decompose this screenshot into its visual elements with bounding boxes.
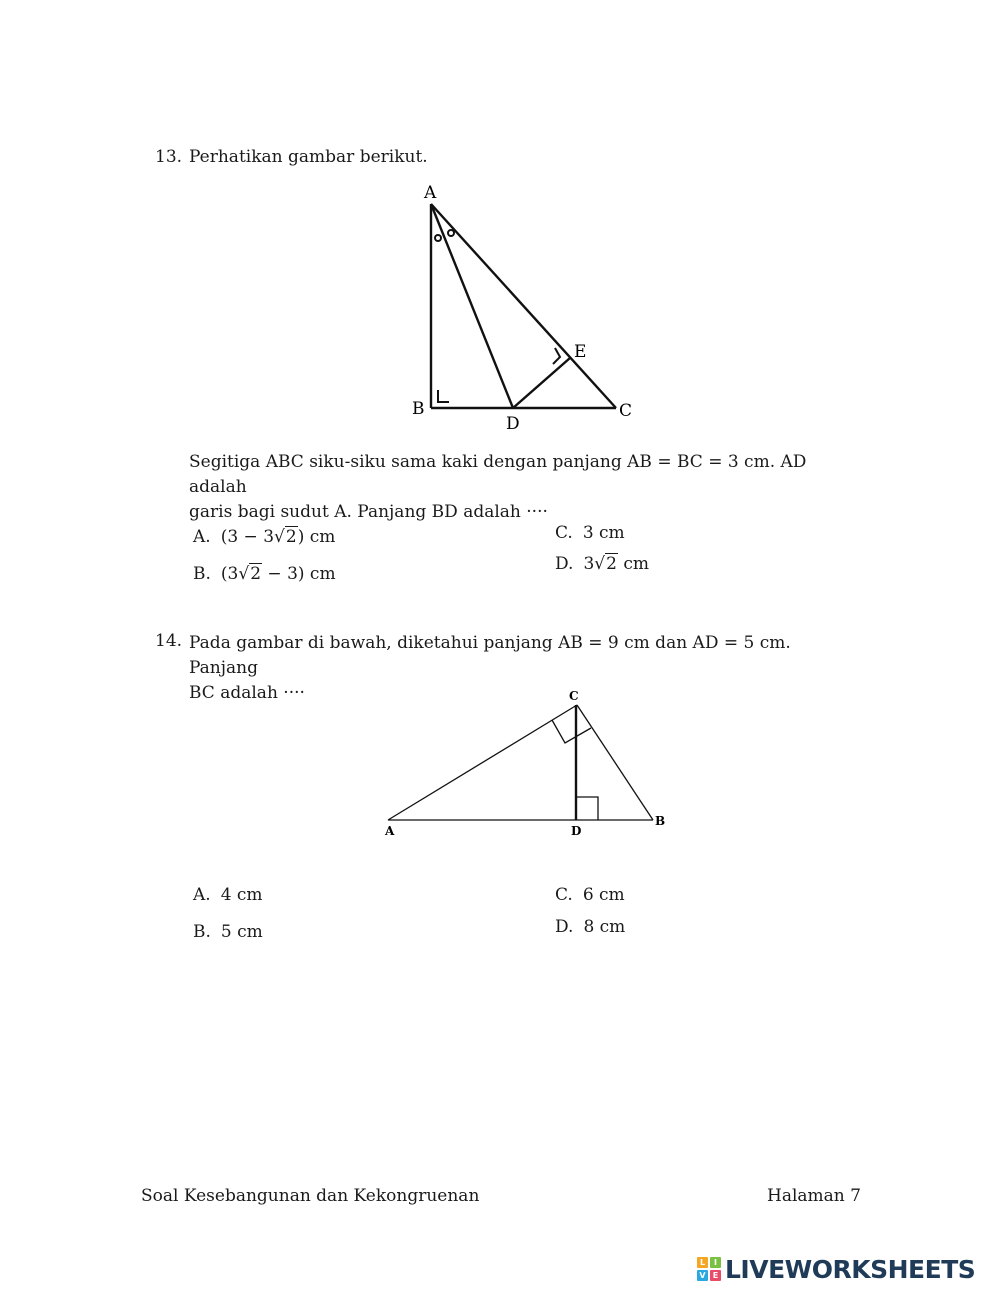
q13-option-a-radicand: 2 [285, 527, 297, 547]
q13-option-d-radicand: 2 [606, 554, 617, 574]
q14-option-b-text: 5 cm [220, 922, 263, 942]
q13-label-d: D [506, 414, 520, 434]
q14-label-b: B [655, 814, 666, 828]
q13-option-d-post: cm [617, 554, 649, 574]
q13-option-b[interactable]: B. (3√2 − 3) cm [193, 564, 336, 584]
logo-block-v: V [697, 1270, 708, 1281]
q14-number: 14. [155, 631, 183, 651]
q14-option-c[interactable] [555, 885, 625, 905]
q14-option-b-label: B. [193, 922, 211, 942]
q13-label-c: C [619, 401, 633, 421]
q13-statement [189, 450, 859, 525]
q14-label-c: C [569, 689, 579, 703]
q13-option-b-post: − 3) cm [262, 564, 336, 584]
q14-right-angle-c [552, 720, 591, 743]
q14-option-a-label: A. [193, 885, 211, 905]
logo-wordmark: LIVEWORKSHEETS [725, 1254, 976, 1284]
q13-label-a: A [424, 183, 437, 203]
q13-option-c[interactable] [555, 523, 625, 543]
footer-page-number: Halaman 7 [767, 1186, 861, 1206]
q13-option-a-pre: (3 − 3 [220, 527, 275, 547]
q14-option-d-label: D. [555, 917, 574, 937]
q13-option-b-radicand: 2 [250, 564, 262, 584]
q13-angle-mark-1 [435, 235, 441, 241]
logo-block-l: L [697, 1257, 708, 1268]
q13-angle-mark-2 [448, 230, 454, 236]
q13-segment-de [513, 358, 570, 408]
q14-label-d: D [571, 824, 582, 838]
q13-option-d[interactable]: D. 3√2 cm [555, 554, 649, 574]
q13-figure [400, 180, 650, 435]
q14-label-a: A [385, 824, 395, 838]
logo-block-i: I [710, 1257, 721, 1268]
q13-option-a[interactable]: A. (3 − 3√2) cm [193, 527, 336, 547]
q13-right-angle-e [553, 348, 560, 364]
logo-mark-icon [697, 1257, 721, 1281]
q13-option-b-pre: (3 [220, 564, 239, 584]
q13-option-a-label: A. [193, 527, 211, 547]
q14-right-angle-d [576, 797, 598, 820]
q13-number: 13. [155, 147, 183, 167]
q13-statement-line2: garis bagi sudut A. Panjang BD adalah ···· [189, 502, 548, 522]
q14-statement-line1: Pada gambar di bawah, diketahui panjang AB = 9 cm dan AD = 5 cm. Panjang [189, 633, 791, 678]
q14-segment-cb [577, 705, 653, 820]
q14-option-a-text: 4 cm [220, 885, 263, 905]
q13-option-d-label: D. [555, 554, 574, 574]
q14-option-c-label: C. [555, 885, 573, 905]
q14-segment-ac [388, 705, 577, 820]
q13-option-c-text: 3 cm [582, 523, 625, 543]
q13-option-d-pre: 3 [583, 554, 595, 574]
q14-figure [375, 685, 675, 845]
q13-label-b: B [412, 399, 425, 419]
q13-segment-ac [431, 204, 616, 408]
q13-right-angle-b [438, 390, 449, 402]
q13-prompt: Perhatikan gambar berikut. [189, 147, 428, 167]
q13-option-c-label: C. [555, 523, 573, 543]
liveworksheets-logo[interactable] [697, 1254, 975, 1284]
q13-option-a-post: ) cm [297, 527, 336, 547]
q14-option-b[interactable] [193, 922, 263, 942]
q14-option-d[interactable] [555, 917, 625, 937]
footer-title: Soal Kesebangunan dan Kekongruenan [141, 1186, 480, 1206]
q14-statement-line2: BC adalah ···· [189, 683, 305, 703]
q13-label-e: E [574, 342, 587, 362]
q13-segment-ad [431, 204, 513, 408]
q14-option-c-text: 6 cm [582, 885, 625, 905]
q14-option-a[interactable] [193, 885, 263, 905]
q13-option-b-label: B. [193, 564, 211, 584]
q14-option-d-text: 8 cm [583, 917, 626, 937]
logo-block-e: E [710, 1270, 721, 1281]
q13-statement-line1: Segitiga ABC siku-siku sama kaki dengan panjang AB = BC = 3 cm. AD adalah [189, 452, 807, 497]
